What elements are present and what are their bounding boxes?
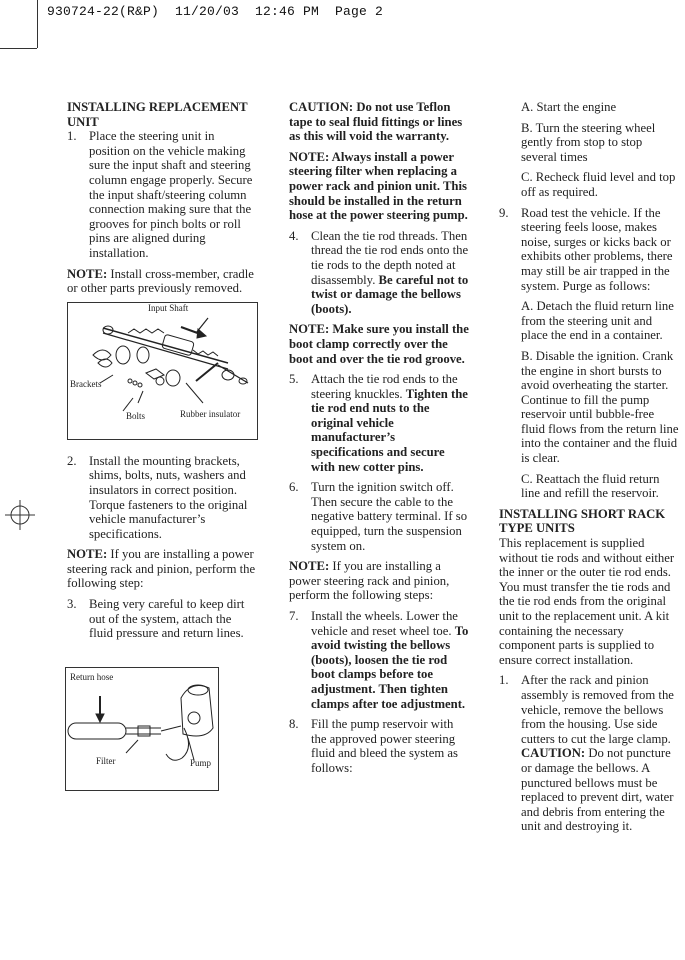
item-text-bold: To avoid twisting the bellows (boots), loosen the tie rod boot clamps before toe adjustment. Then tighten clamps after toe adjustment.: [311, 623, 469, 711]
item-number: 1.: [67, 129, 77, 144]
note: NOTE: Always install a power steering filter when replacing a power rack and pinion unit. This should be installed in the return hose at the power steering pump.: [289, 149, 468, 223]
item-text-plain: Install the wheels. Lower the vehicle and reset wheel toe.: [311, 609, 458, 638]
list-item: [289, 609, 469, 711]
list-item: [499, 673, 679, 834]
pump-filter-figure: [65, 667, 219, 791]
paragraph: This replacement is supplied without tie rods and without either the inner or the outer tie rod ends. You must transfer the tie rods and the tie rod ends from the original unit to the replacement unit. A kit containing the necessary component parts is supplied to ensure correct installation.: [499, 536, 675, 667]
item-text-plain: Clean the tie rod threads. Then thread the tie rod ends onto the tie rods to the depth noted at disassembly.: [311, 228, 469, 287]
label-input-shaft: Input Shaft: [148, 302, 189, 313]
pump-filter-illustration: [66, 668, 218, 790]
note: [67, 267, 257, 296]
list-item: [499, 206, 679, 294]
sub-step: C. Recheck fluid level and top off as required.: [521, 170, 676, 199]
list-item: [289, 372, 469, 474]
item-text-plain: Attach the tie rod ends to the steering knuckles.: [311, 372, 458, 401]
item-number: 3.: [67, 597, 77, 612]
crop-mark-vertical: [37, 0, 38, 48]
item-number: 2.: [67, 453, 77, 468]
item-text-bold: CAUTION:: [521, 746, 586, 761]
page-header: [0, 0, 685, 32]
item-text: Road test the vehicle. If the steering feels loose, makes noise, surges or kicks back or exhibits other problems, there may still be air trapped in the system. Purge as follows:: [521, 205, 673, 293]
list-item: [289, 480, 469, 553]
note-text: If you are installing a power steering rack and pinion, perform the following step:: [67, 547, 256, 591]
item-number: 5.: [289, 372, 299, 387]
item-number: 8.: [289, 717, 299, 732]
item-text: [311, 229, 469, 317]
item-text: [521, 673, 679, 834]
note-text: If you are installing a power steering rack and pinion, perform the following steps:: [289, 559, 450, 603]
label-rubber-insulator: Rubber insulator: [180, 408, 241, 419]
item-text: [311, 372, 469, 474]
item-text: Turn the ignition switch off. Then secure the cable to the negative battery terminal. If so equipped, turn the suspension system on.: [311, 480, 468, 553]
item-text: Being very careful to keep dirt out of the system, attach the fluid pressure and return lines.: [89, 597, 245, 641]
note-label: NOTE:: [67, 547, 108, 562]
item-text-bold: Be careful not to twist or damage the bellows (boots).: [311, 272, 469, 316]
registration-mark-icon: [5, 500, 35, 530]
label-filter: Filter: [96, 755, 116, 766]
note: [67, 547, 257, 591]
column-1: [67, 100, 257, 791]
item-number: 6.: [289, 480, 299, 495]
section-heading: INSTALLING REPLACEMENT UNIT: [67, 100, 248, 129]
item-text-bold: Tighten the tie rod end nuts to the original vehicle manufacturer’s specifications and secure with new cotter pins.: [311, 386, 468, 474]
label-brackets: Brackets: [70, 378, 102, 389]
steering-rack-figure: [67, 302, 258, 440]
crop-mark-horizontal: [0, 48, 37, 49]
note-label: NOTE:: [289, 559, 330, 574]
note: NOTE: Make sure you install the boot clamp correctly over the boot and over the tie rod groove.: [289, 322, 469, 366]
section-heading: INSTALLING SHORT RACK TYPE UNITS: [499, 506, 666, 536]
item-text: Place the steering unit in position on the vehicle making sure the input shaft and steering column engage properly. Secure the input shaft/steering column connection making sure that the grooves for pinch bolts or roll pins are aligned during installation.: [89, 129, 253, 260]
label-bolts: Bolts: [126, 410, 146, 421]
label-return-hose: Return hose: [70, 671, 114, 682]
sub-step: B. Disable the ignition. Crank the engine in short bursts to avoid overheating the starter. Continue to fill the pump reservoir until bubble-free fluid flows from the return line into the container and the fluid is clear.: [521, 348, 679, 466]
note: [289, 559, 469, 603]
sub-step: A. Detach the fluid return line from the steering unit and place the end in a container.: [521, 299, 674, 343]
column-2: [289, 100, 469, 782]
sub-step: B. Turn the steering wheel gently from stop to stop several times: [521, 120, 656, 164]
sub-step: A. Start the engine: [521, 100, 617, 114]
list-item: [67, 129, 257, 260]
item-number: 9.: [499, 205, 509, 220]
list-item: [67, 454, 257, 542]
note-text: Install cross-member, cradle or other parts previously removed.: [67, 266, 254, 296]
column-3: [499, 100, 679, 840]
item-number: 7.: [289, 609, 299, 623]
header-slug: 930724-22(R&P) 11/20/03 12:46 PM Page 2: [47, 4, 384, 19]
item-text: [311, 609, 469, 711]
item-text: Install the mounting brackets, shims, bolts, nuts, washers and insulators in correct position. Torque fasteners to the original vehicle manufacturer’s specifications.: [89, 453, 248, 541]
item-text-plain: Do not puncture or damage the bellows. A punctured bellows must be replaced to prevent dirt, water and debris from entering the unit and destroying it.: [521, 746, 674, 834]
item-number: 4.: [289, 228, 299, 243]
item-text-plain: After the rack and pinion assembly is removed from the vehicle, remove the bellows from the housing. Use side cutters to cut the large clamp.: [521, 673, 674, 746]
note-label: NOTE:: [67, 266, 108, 281]
caution: CAUTION: Do not use Teflon tape to seal fluid fittings or lines as this will void the warranty.: [289, 100, 463, 144]
list-item: [67, 597, 257, 641]
label-pump: Pump: [190, 757, 212, 768]
list-item: [289, 229, 469, 317]
item-number: 1.: [499, 673, 509, 688]
list-item: [289, 717, 469, 775]
sub-step: C. Reattach the fluid return line and refill the reservoir.: [521, 471, 660, 501]
item-text: Fill the pump reservoir with the approved power steering fluid and bleed the system as follows:: [311, 717, 458, 775]
